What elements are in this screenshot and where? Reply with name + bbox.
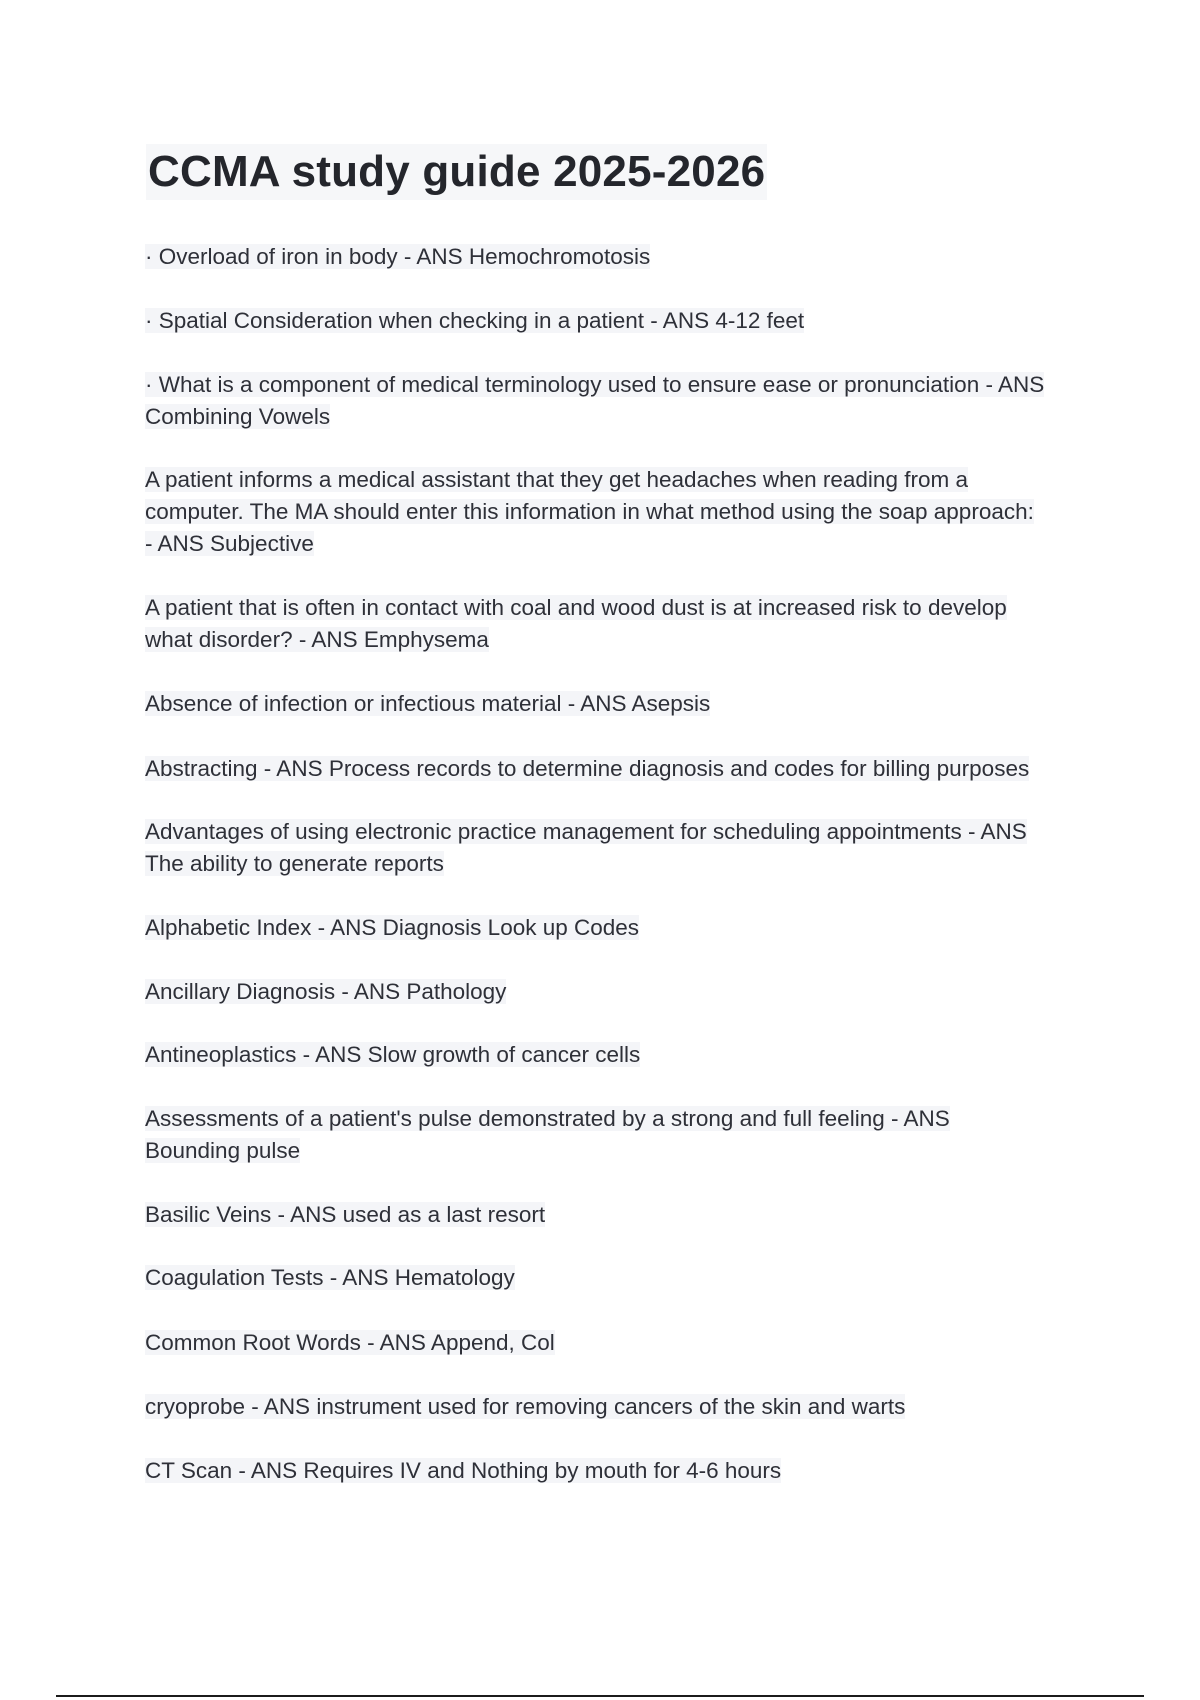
list-item-text: CT Scan - ANS Requires IV and Nothing by mouth for 4-6 hours bbox=[145, 1458, 782, 1483]
list-item-text: Advantages of using electronic practice management for scheduling appointments - ANS The ability to generate reports bbox=[145, 819, 1027, 876]
qa-list bbox=[145, 241, 1045, 1487]
list-item-text: Ancillary Diagnosis - ANS Pathology bbox=[145, 979, 507, 1004]
list-item-text: Alphabetic Index - ANS Diagnosis Look up Codes bbox=[145, 915, 640, 940]
list-item bbox=[145, 1103, 1045, 1167]
list-item-text: A patient informs a medical assistant that they get headaches when reading from a computer. The MA should enter this information in what method using the soap approach: - ANS Subjective bbox=[145, 467, 1034, 556]
list-item-text: · What is a component of medical terminology used to ensure ease or pronunciation - ANS Combining Vowels bbox=[145, 372, 1045, 429]
list-item bbox=[145, 1039, 1045, 1071]
list-item-text: cryoprobe - ANS instrument used for removing cancers of the skin and warts bbox=[145, 1394, 906, 1419]
list-item bbox=[145, 1391, 1045, 1423]
list-item bbox=[145, 912, 1045, 944]
list-item-text: Antineoplastics - ANS Slow growth of cancer cells bbox=[145, 1042, 641, 1067]
list-item bbox=[145, 753, 1045, 785]
list-item bbox=[145, 369, 1045, 433]
list-item bbox=[145, 1262, 1045, 1294]
list-item bbox=[145, 688, 1045, 720]
list-item-text: Assessments of a patient's pulse demonstrated by a strong and full feeling - ANS Bounding pulse bbox=[145, 1106, 950, 1163]
list-item-text: A patient that is often in contact with coal and wood dust is at increased risk to develop what disorder? - ANS Emphysema bbox=[145, 595, 1007, 652]
list-item-text: · Overload of iron in body - ANS Hemochromotosis bbox=[145, 244, 651, 269]
list-item bbox=[145, 1327, 1045, 1359]
list-item-text: Coagulation Tests - ANS Hematology bbox=[145, 1265, 515, 1290]
list-item-text: Common Root Words - ANS Append, Col bbox=[145, 1330, 555, 1355]
list-item bbox=[145, 1199, 1045, 1231]
list-item bbox=[145, 1455, 1045, 1487]
page-title: CCMA study guide 2025-2026 bbox=[146, 144, 767, 200]
list-item-text: Absence of infection or infectious material - ANS Asepsis bbox=[145, 691, 711, 716]
list-item-text: Abstracting - ANS Process records to determine diagnosis and codes for billing purposes bbox=[145, 756, 1030, 781]
list-item bbox=[145, 241, 1045, 273]
list-item bbox=[145, 976, 1045, 1008]
list-item-text: Basilic Veins - ANS used as a last resort bbox=[145, 1202, 546, 1227]
list-item bbox=[145, 305, 1045, 337]
bottom-divider bbox=[56, 1695, 1144, 1697]
list-item bbox=[145, 816, 1045, 880]
list-item bbox=[145, 464, 1045, 560]
list-item bbox=[145, 592, 1045, 656]
list-item-text: · Spatial Consideration when checking in a patient - ANS 4-12 feet bbox=[145, 308, 805, 333]
